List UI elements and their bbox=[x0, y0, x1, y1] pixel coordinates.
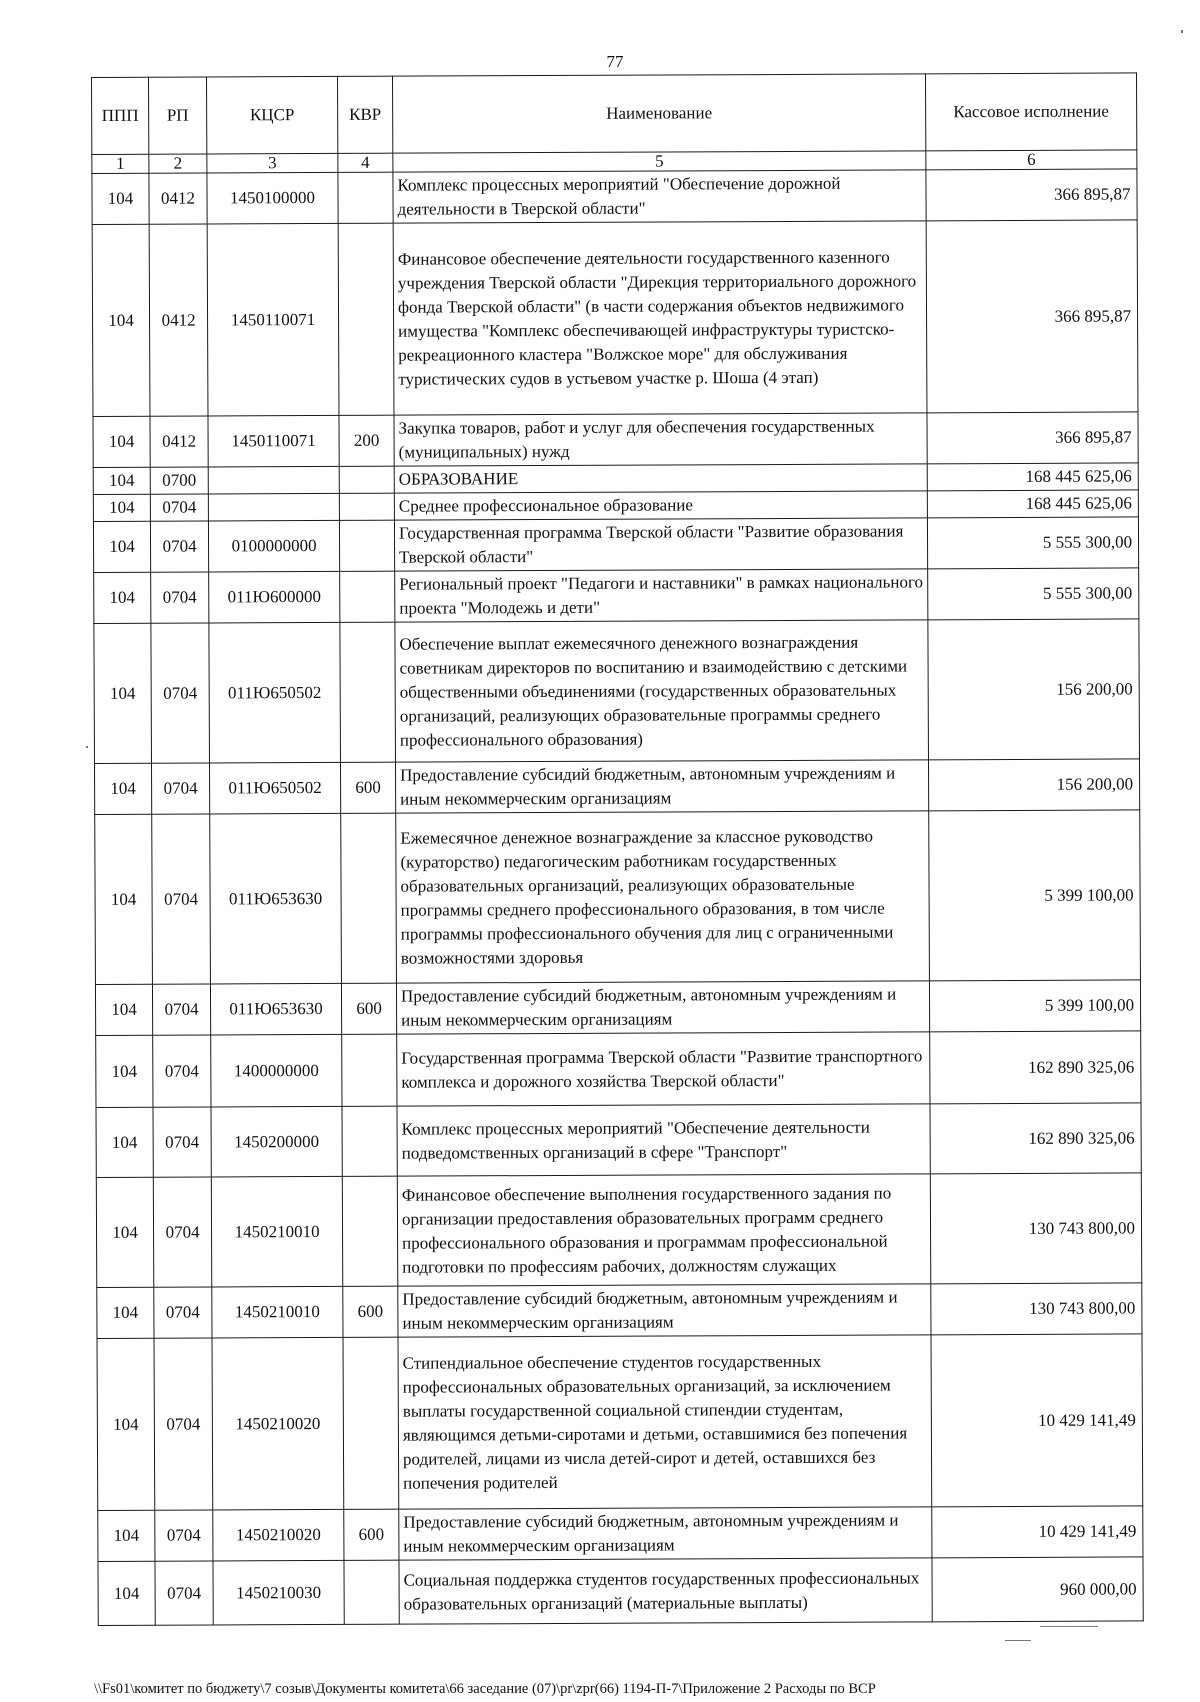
cell-kvr bbox=[342, 1034, 397, 1106]
cell-amount: 5 555 300,00 bbox=[927, 517, 1138, 569]
cell-name: Предоставление субсидий бюджетным, автономным учреждениям и иным некоммерческим организациям bbox=[396, 981, 929, 1034]
cell-ppp: 104 bbox=[98, 1561, 155, 1625]
table-row bbox=[95, 980, 1140, 1036]
header-rp: РП bbox=[149, 77, 207, 154]
cell-ppp: 104 bbox=[95, 814, 153, 984]
expenditure-table bbox=[91, 72, 1144, 1626]
cell-kcsr: 1450110071 bbox=[207, 223, 339, 416]
cell-amount: 366 895,87 bbox=[926, 220, 1138, 413]
scan-speck bbox=[1040, 1626, 1098, 1627]
cell-name: Социальная поддержка студентов государственных профессиональных образовательных организаций (материальные выплаты) bbox=[399, 1558, 932, 1624]
header-kvr: КВР bbox=[337, 76, 392, 153]
table-row bbox=[98, 1506, 1143, 1562]
cell-kcsr: 011Ю650502 bbox=[209, 762, 340, 814]
cell-kcsr: 1450200000 bbox=[211, 1106, 342, 1177]
cell-ppp: 104 bbox=[97, 1287, 154, 1338]
cell-kcsr: 1450210020 bbox=[213, 1509, 344, 1561]
table-row bbox=[92, 169, 1137, 225]
cell-amount: 366 895,87 bbox=[927, 412, 1138, 464]
cell-amount: 10 429 141,49 bbox=[931, 1334, 1143, 1507]
cell-name: Государственная программа Тверской области "Развитие образования Тверской области" bbox=[394, 518, 927, 571]
cell-kcsr: 1400000000 bbox=[211, 1034, 342, 1107]
cell-rp: 0704 bbox=[153, 1035, 211, 1107]
cell-rp: 0412 bbox=[149, 173, 207, 224]
header-ppp: ППП bbox=[92, 77, 149, 154]
cell-amount: 168 445 625,06 bbox=[927, 463, 1138, 491]
cell-amount: 5 399 100,00 bbox=[929, 980, 1140, 1032]
cell-amount: 156 200,00 bbox=[928, 759, 1139, 811]
cell-rp: 0704 bbox=[151, 572, 209, 623]
cell-amount: 5 555 300,00 bbox=[928, 568, 1139, 620]
cell-amount: 130 743 800,00 bbox=[930, 1173, 1141, 1284]
cell-amount: 162 890 325,06 bbox=[930, 1103, 1141, 1174]
cell-rp: 0704 bbox=[153, 1177, 211, 1287]
cell-rp: 0704 bbox=[154, 1287, 212, 1338]
cell-kvr bbox=[344, 1560, 399, 1624]
table-row bbox=[93, 517, 1138, 573]
scan-speck bbox=[1005, 1640, 1031, 1641]
cell-kcsr: 011Ю653630 bbox=[210, 813, 342, 984]
cell-kvr bbox=[340, 622, 396, 762]
column-number: 2 bbox=[149, 154, 207, 173]
cell-name: Региональный проект "Педагоги и наставники" в рамках национального проекта "Молодежь и дети" bbox=[395, 569, 928, 622]
cell-kvr bbox=[342, 1176, 397, 1286]
cell-name: Комплекс процессных мероприятий "Обеспечение дорожной деятельности в Тверской области" bbox=[393, 170, 926, 223]
table-row bbox=[94, 619, 1140, 764]
cell-rp: 0704 bbox=[152, 984, 210, 1035]
cell-name: Комплекс процессных мероприятий "Обеспечение деятельности подведомственных организаций в сфере "Транспорт" bbox=[397, 1104, 930, 1176]
cell-rp: 0704 bbox=[150, 521, 208, 572]
cell-rp: 0704 bbox=[152, 814, 211, 984]
cell-kcsr: 1450110071 bbox=[208, 415, 339, 467]
cell-ppp: 104 bbox=[92, 173, 149, 224]
cell-kvr bbox=[339, 520, 394, 571]
cell-amount: 162 890 325,06 bbox=[930, 1031, 1141, 1104]
cell-kcsr: 0100000000 bbox=[208, 520, 339, 572]
cell-amount: 156 200,00 bbox=[928, 619, 1140, 760]
cell-ppp: 104 bbox=[94, 763, 151, 814]
cell-ppp: 104 bbox=[97, 1338, 155, 1510]
cell-amount: 168 445 625,06 bbox=[927, 490, 1138, 518]
cell-kcsr: 1450210030 bbox=[213, 1560, 344, 1625]
table-row bbox=[94, 568, 1139, 624]
cell-ppp: 104 bbox=[93, 521, 150, 572]
cell-kcsr bbox=[208, 466, 339, 494]
cell-rp: 0704 bbox=[150, 494, 208, 521]
cell-name: Закупка товаров, работ и услуг для обеспечения государственных (муниципальных) нужд bbox=[394, 413, 927, 466]
cell-rp: 0700 bbox=[150, 467, 208, 494]
table-row bbox=[97, 1283, 1142, 1339]
cell-kvr: 600 bbox=[340, 762, 395, 813]
cell-amount: 5 399 100,00 bbox=[929, 810, 1141, 981]
cell-ppp: 104 bbox=[93, 416, 150, 467]
cell-kvr: 200 bbox=[339, 415, 394, 466]
cell-amount: 10 429 141,49 bbox=[932, 1506, 1143, 1558]
cell-kcsr: 1450210010 bbox=[211, 1176, 342, 1287]
column-number: 4 bbox=[338, 153, 393, 172]
table-row bbox=[96, 1173, 1141, 1288]
table-row bbox=[93, 412, 1138, 468]
cell-kcsr bbox=[208, 493, 339, 521]
cell-rp: 0704 bbox=[154, 1338, 213, 1510]
column-number: 5 bbox=[393, 151, 926, 172]
cell-kcsr: 011Ю600000 bbox=[209, 571, 340, 623]
cell-kvr bbox=[339, 493, 394, 520]
cell-kvr bbox=[338, 223, 394, 415]
column-number: 3 bbox=[207, 153, 338, 173]
cell-amount: 960 000,00 bbox=[932, 1557, 1143, 1622]
cell-kvr bbox=[342, 1106, 397, 1176]
footer-file-path: \\Fs01\комитет по бюджету\7 созыв\Документы комитета\66 заседание (07)\pr\zpr(66) 1194-П-7\Приложение 2 Расходы по ВСР bbox=[94, 1681, 876, 1697]
cell-kcsr: 1450210010 bbox=[212, 1286, 343, 1338]
cell-kvr bbox=[341, 813, 397, 983]
cell-kcsr: 1450100000 bbox=[207, 172, 338, 224]
cell-rp: 0412 bbox=[149, 224, 208, 416]
cell-ppp: 104 bbox=[96, 1177, 153, 1287]
header-name: Наименование bbox=[392, 74, 925, 153]
cell-ppp: 104 bbox=[93, 467, 150, 494]
cell-name: Обеспечение выплат ежемесячного денежного вознаграждения советникам директоров по воспитанию и взаимодействию с детскими общественными объединениями (государственных образовательных организаций, реализующих образовательные программы среднего профессионального образования) bbox=[395, 620, 929, 762]
cell-kvr bbox=[339, 466, 394, 493]
cell-rp: 0704 bbox=[155, 1561, 213, 1625]
column-number: 6 bbox=[926, 150, 1137, 170]
cell-ppp: 104 bbox=[96, 1107, 153, 1177]
cell-amount: 366 895,87 bbox=[926, 169, 1137, 221]
cell-name: Стипендиальное обеспечение студентов государственных профессиональных образовательных организаций, за исключением выплаты государственной социальной стипендии студентам, являющимся детьми-сиротами и детьми, оставшимися без попечения родителей, лицами из числа детей-сирот и детей, оставшихся без попечения родителей bbox=[398, 1335, 932, 1509]
cell-name: Государственная программа Тверской области "Развитие транспортного комплекса и дорожного хозяйства Тверской области" bbox=[397, 1032, 930, 1106]
cell-ppp: 104 bbox=[94, 623, 152, 763]
cell-rp: 0412 bbox=[150, 416, 208, 467]
cell-ppp: 104 bbox=[93, 494, 150, 521]
header-kcsr: КЦСР bbox=[207, 76, 338, 154]
cell-kvr bbox=[338, 172, 393, 223]
cell-name: ОБРАЗОВАНИЕ bbox=[394, 464, 927, 493]
cell-name: Финансовое обеспечение деятельности государственного казенного учреждения Тверской области "Дирекция территориального дорожного фонда Тверской области" (в части содержания объектов недвижимого имущества "Комплекс обеспечивающей инфраструктуры туристско-рекреационного кластера "Волжское море" для обслуживания туристических судов в устьевом участке р. Шоша (4 этап) bbox=[393, 221, 927, 415]
cell-rp: 0704 bbox=[151, 763, 209, 814]
table-row bbox=[95, 810, 1141, 985]
table-row bbox=[94, 759, 1139, 815]
header-row bbox=[92, 73, 1137, 155]
table-row bbox=[92, 220, 1138, 417]
cell-rp: 0704 bbox=[153, 1107, 211, 1177]
cell-name: Среднее профессиональное образование bbox=[394, 491, 927, 520]
cell-kcsr: 011Ю650502 bbox=[209, 622, 341, 763]
cell-kvr: 600 bbox=[344, 1509, 399, 1560]
cell-name: Финансовое обеспечение выполнения государственного задания по организации предоставления образовательных программ среднего профессионального образования и программам профессиональной подготовки по профессиям рабочих, должностям служащих bbox=[397, 1174, 930, 1286]
cell-ppp: 104 bbox=[95, 984, 152, 1035]
cell-ppp: 104 bbox=[92, 224, 150, 416]
cell-amount: 130 743 800,00 bbox=[931, 1283, 1142, 1335]
table-row bbox=[96, 1031, 1141, 1108]
cell-kcsr: 011Ю653630 bbox=[210, 983, 341, 1035]
cell-kvr bbox=[343, 1337, 399, 1509]
table-row bbox=[96, 1103, 1141, 1178]
cell-ppp: 104 bbox=[94, 572, 151, 623]
scan-speck bbox=[86, 746, 88, 748]
cell-name: Предоставление субсидий бюджетным, автономным учреждениям и иным некоммерческим организациям bbox=[399, 1507, 932, 1560]
header-amount: Кассовое исполнение bbox=[925, 73, 1136, 151]
cell-name: Предоставление субсидий бюджетным, автономным учреждениям и иным некоммерческим организациям bbox=[398, 1284, 931, 1337]
cell-ppp: 104 bbox=[98, 1510, 155, 1561]
cell-name: Предоставление субсидий бюджетным, автономным учреждениям и иным некоммерческим организациям bbox=[395, 760, 928, 813]
cell-rp: 0704 bbox=[151, 623, 210, 763]
table-row bbox=[98, 1557, 1143, 1626]
cell-name: Ежемесячное денежное вознаграждение за классное руководство (кураторство) педагогическим работникам государственных образовательных организаций, реализующих образовательные программы среднего профессионального образования, в том числе программы профессионального обучения для лиц с ограниченными возможностями здоровья bbox=[396, 811, 930, 983]
table-row bbox=[97, 1334, 1143, 1511]
scan-speck bbox=[1181, 30, 1183, 33]
cell-kvr: 600 bbox=[341, 983, 396, 1034]
page-number: 77 bbox=[606, 52, 624, 71]
cell-ppp: 104 bbox=[96, 1035, 153, 1107]
cell-kvr bbox=[340, 571, 395, 622]
column-number: 1 bbox=[92, 154, 149, 173]
cell-kcsr: 1450210020 bbox=[212, 1337, 344, 1510]
cell-kvr: 600 bbox=[343, 1286, 398, 1337]
cell-rp: 0704 bbox=[155, 1510, 213, 1561]
